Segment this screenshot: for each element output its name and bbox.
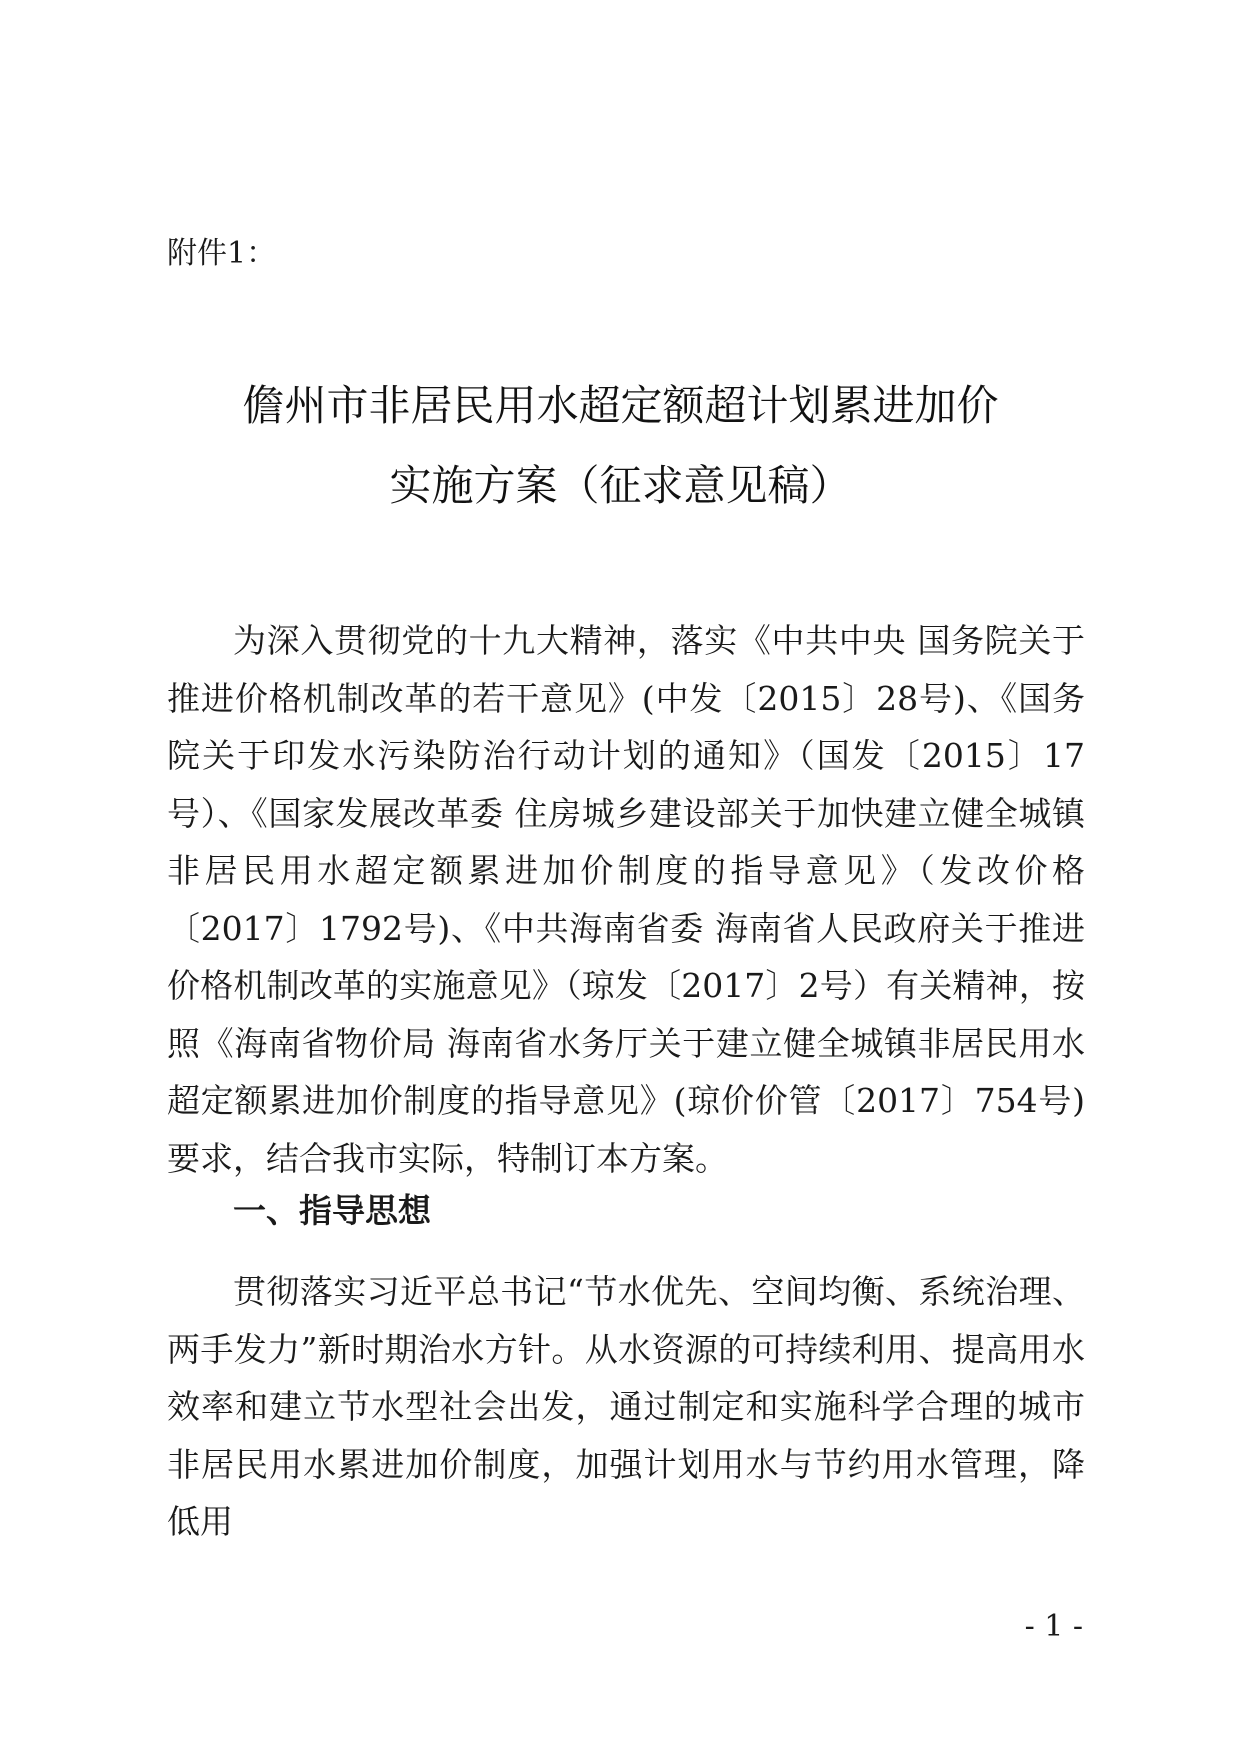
guiding-ideology-paragraph: 贯彻落实习近平总书记“节水优先、空间均衡、系统治理、两手发力”新时期治水方针。从水资源的可持续利用、提高用水效率和建立节水型社会出发，通过制定和实施科学合理的城市非居民用水累进加价制度，加强计划用水与节约用水管理，降低用 bbox=[167, 1272, 1085, 1541]
document-title-line-1: 儋州市非居民用水超定额超计划累进加价 bbox=[242, 381, 999, 430]
page-number: - 1 - bbox=[1024, 1609, 1083, 1644]
section-heading-guiding-ideology: 一、指导思想 bbox=[233, 1191, 431, 1230]
document-title-line-2: 实施方案（征求意见稿） bbox=[389, 461, 852, 510]
attachment-label: 附件1： bbox=[167, 236, 277, 271]
intro-paragraph: 为深入贯彻党的十九大精神，落实《中共中央 国务院关于推进价格机制改革的若干意见》(中发〔2015〕28号)、《国务院关于印发水污染防治行动计划的通知》（国发〔2015〕17号）、《国家发展改革委 住房城乡建设部关于加快建立健全城镇非居民用水超定额累进加价制度的指导意见》（发改价格〔2017〕1792号)、《中共海南省委 海南省人民政府关于推进价格机制改革的实施意见》（琼发〔2017〕2号）有关精神，按照《海南省物价局 海南省水务厅关于建立健全城镇非居民用水超定额累进加价制度的指导意见》(琼价价管〔2017〕754号)要求，结合我市实际，特制订本方案。 bbox=[167, 621, 1085, 1178]
